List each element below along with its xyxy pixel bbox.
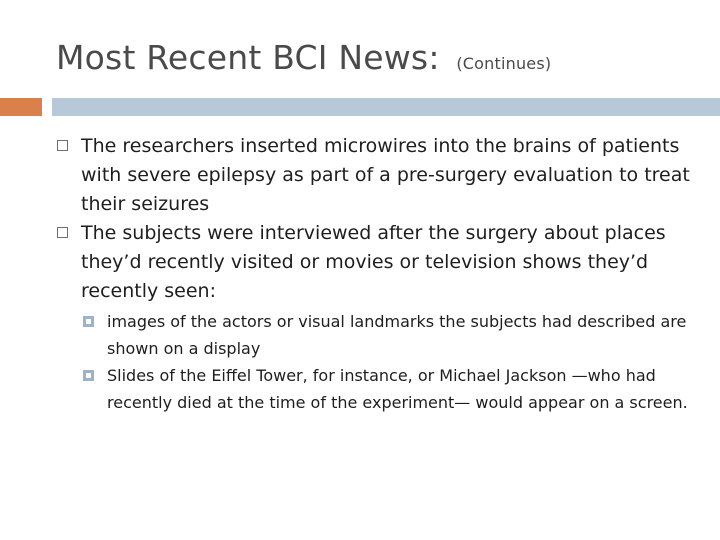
bullet-item — [56, 219, 696, 306]
sub-bullet-list — [81, 308, 696, 416]
bullet-text: The subjects were interviewed after the surgery about places they’d recently visited or movies or television shows they’d recently seen: — [81, 222, 666, 302]
filled-square-bullet-icon — [83, 370, 94, 381]
slide-title-main: Most Recent BCI News: — [56, 38, 440, 77]
hollow-square-bullet-icon — [57, 140, 68, 151]
bullet-text: The researchers inserted microwires into the brains of patients with severe epilepsy as part of a pre-surgery evaluation to treat their seizures — [81, 135, 690, 215]
sub-bullet-text: Slides of the Eiffel Tower, for instance, or Michael Jackson —who had recently died at the time of the experiment— would appear on a screen. — [107, 366, 688, 412]
bullet-item — [56, 132, 696, 219]
bullet-list — [56, 132, 696, 416]
accent-bar-orange — [0, 98, 42, 116]
filled-square-bullet-icon — [83, 316, 94, 327]
sub-bullet-text: images of the actors or visual landmarks the subjects had described are shown on a display — [107, 312, 687, 358]
slide-title-suffix: (Continues) — [456, 54, 552, 73]
hollow-square-bullet-icon — [57, 227, 68, 238]
slide-title — [56, 38, 551, 77]
sub-bullet-item — [81, 308, 696, 362]
accent-bar-blue — [52, 98, 720, 116]
sub-bullet-item — [81, 362, 696, 416]
